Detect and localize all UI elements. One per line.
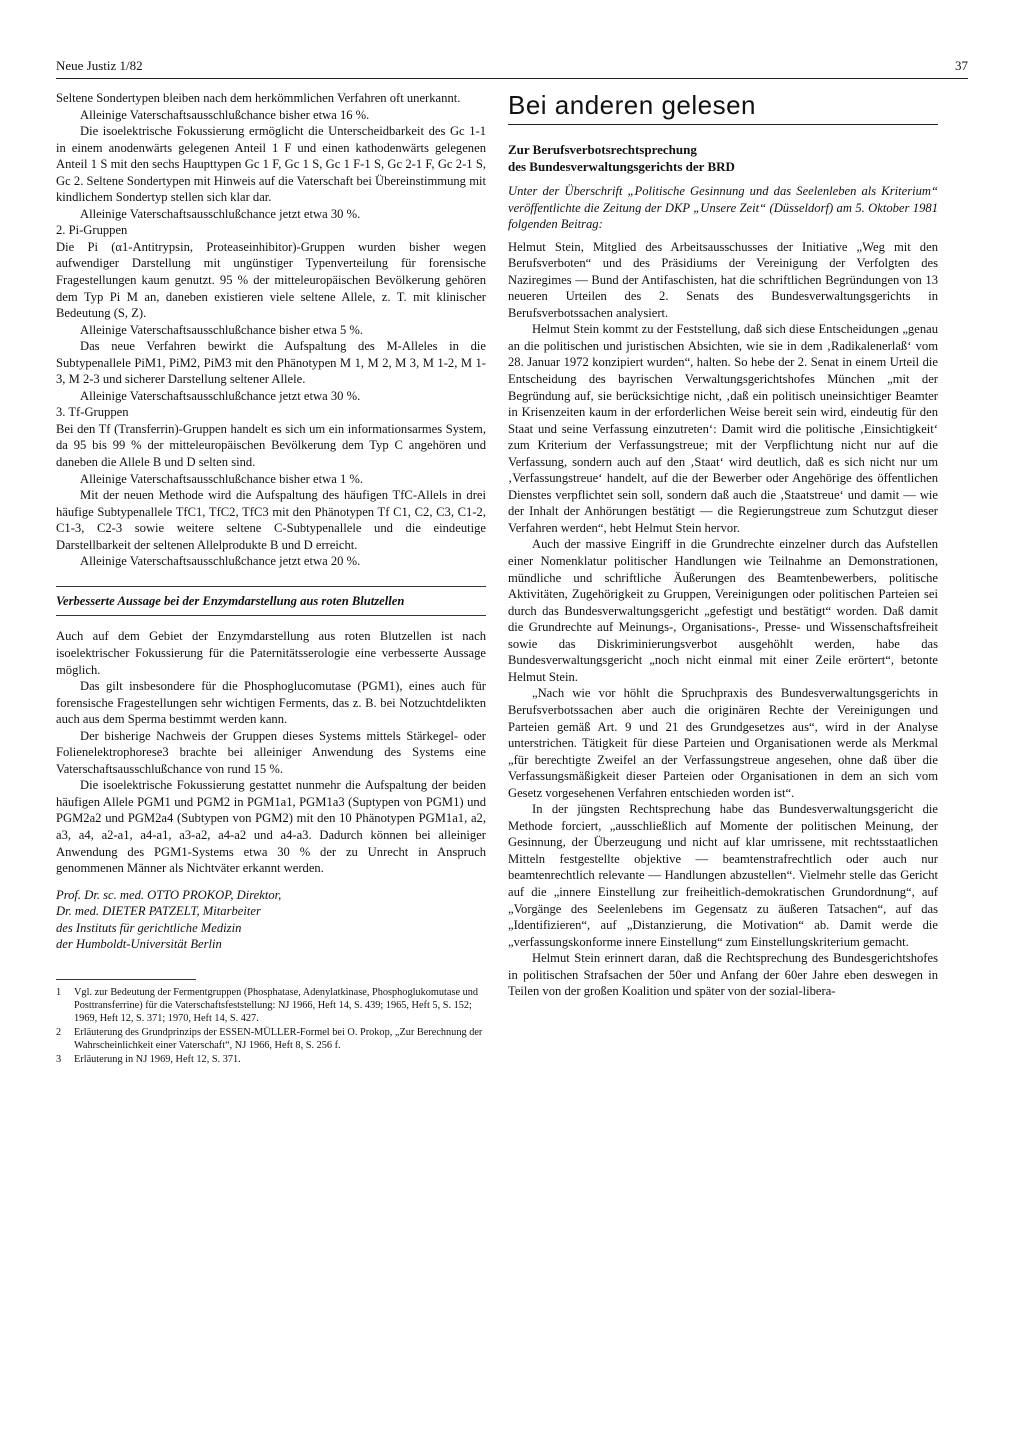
paragraph: Der bisherige Nachweis der Gruppen dieses Systems mittels Stärkegel- oder Folienelektrophorese3 brachte bei alleiniger Anwendung des Systems eine Vaterschaftsausschlußchance von rund 15 %.	[56, 728, 486, 776]
author-line: Dr. med. DIETER PATZELT, Mitarbeiter	[56, 904, 261, 919]
paragraph: „Nach wie vor höhlt die Spruchpraxis des Bundesverwaltungsgerichts in Berufsverbotssachen aber auch die originären Rechte der Vereinigungen und Parteien gemäß Art. 9 und 21 des Grundgesetzes aus“, wird in der Analyse unterstrichen. Tätigkeit für diese Parteien und Organisationen werde als Merkmal „für berechtigte Zweifel an der Verfassungstreue angesehen, ohne daß über die Verfassungsmäßigkeit dieser Parteien oder Organisationen in dem an sich vom Gesetz vorgesehenen Verfahren entschieden worden ist“.	[508, 686, 938, 800]
paragraph: Helmut Stein erinnert daran, daß die Rechtsprechung des Bundesgerichtshofes in politischen Strafsachen der 50er und Anfang der 60er Jahre eben deswegen in Teilen von der großen Koalition und später von der sozial-libera-	[508, 951, 938, 999]
author-line: des Instituts für gerichtliche Medizin	[56, 920, 242, 935]
paragraph: Alleinige Vaterschaftsausschlußchance bisher etwa 16 %.	[80, 107, 370, 122]
footnote-text: Vgl. zur Bedeutung der Fermentgruppen (Phosphatase, Adenylatkinase, Phosphoglukomutase und Posttransferrine) für die Vaterschaftsfeststellung: NJ 1966, Heft 14, S. 439; 1965, Heft 5, S. 152; 1969, Heft 12, S. 371; 1970, Heft 14, S. 427.	[74, 986, 479, 1024]
article-lead: Unter der Überschrift „Politische Gesinnung und das Seelenleben als Kriterium“ veröffentlichte die Zeitung der DKP „Unsere Zeit“ (Düsseldorf) am 5. Oktober 1981 folgenden Beitrag:	[508, 184, 938, 232]
paragraph: Helmut Stein, Mitglied des Arbeitsausschusses der Initiative „Weg mit den Berufsverboten“ und des Präsidiums der Vereinigung der Verfolgten des Naziregimes — Bund der Antifaschisten, hat die schriftlichen Begründungen von 13 neueren Urteilen des 2. Senats des Bundesverwaltungsgerichts in Berufsverbotssachen analysiert.	[508, 239, 938, 320]
paragraph: Mit der neuen Methode wird die Aufspaltung des häufigen TfC-Allels in drei häufige Subtypenallele TfC1, TfC2, TfC3 mit den Phänotypen Tf C1, C2, C3, C1-2, C1-3, C2-3 sowie weitere seltene C-Subtypenallele und die eindeutige Darstellbarkeit der seltenen Allelprodukte B und D erreicht.	[56, 488, 486, 552]
section-heading: 2. Pi-Gruppen	[56, 223, 128, 238]
footnote-text: Erläuterung des Grundprinzips der ESSEN-MÜLLER-Formel bei O. Prokop, „Zur Berechnung der Wahrscheinlichkeit einer Vaterschaft“, NJ 1966, Heft 8, S. 256 f.	[74, 1026, 483, 1051]
footnote-number: 3	[56, 1053, 62, 1065]
footnote-text: Erläuterung in NJ 1969, Heft 12, S. 371.	[74, 1053, 241, 1065]
article-title-line: Zur Berufsverbotsrechtsprechung	[508, 142, 697, 157]
divider	[56, 615, 486, 616]
journal-issue: Neue Justiz 1/82	[56, 58, 143, 73]
paragraph: Auch auf dem Gebiet der Enzymdarstellung aus roten Blutzellen ist nach isoelektrischer Fokussierung für die Paternitätsserologie eine verbesserte Aussage möglich.	[56, 629, 486, 677]
running-header	[56, 56, 968, 79]
paragraph: Alleinige Vaterschaftsausschlußchance bisher etwa 1 %.	[80, 471, 364, 486]
subheading: Verbesserte Aussage bei der Enzymdarstellung aus roten Blutzellen	[56, 593, 405, 608]
page-number: 37	[955, 58, 968, 73]
paragraph: Bei den Tf (Transferrin)-Gruppen handelt es sich um ein informationsarmes System, da 95 bis 99 % der mitteleuropäischen Bevölkerung dem Typ C angehören und daneben die Allele B und D selten sind.	[56, 421, 486, 470]
paragraph: Alleinige Vaterschaftsausschlußchance bisher etwa 5 %.	[80, 322, 364, 337]
paragraph: Das gilt insbesondere für die Phosphoglucomutase (PGM1), eines auch für forensische Fragestellungen sehr wichtigen Ferments, das z. B. bei Notzuchtdelikten auch aus dem Sperma bestimmt werden kann.	[56, 679, 486, 727]
paragraph: Auch der massive Eingriff in die Grundrechte einzelner durch das Aufstellen einer Nomenklatur politischer Handlungen wie Teilnahme an Demonstrationen, mündliche und schriftliche Äußerungen des Beamtenbewerbers, politische Aktivitäten, Zugehörigkeit zu Gruppen, Vereinigungen oder politischen Parteien sei durch das Bundesverwaltungsgericht „gefestigt und bestätigt“ worden. Daß damit die Grundrechte auf Meinungs-, Organisations-, Presse- und Wissenschaftsfreiheit sowie das Diskriminierungsverbot ausgehöhlt werden, habe das Bundesverwaltungsgericht „noch nicht einmal mit einer Zeile erörtert“, betonte Helmut Stein.	[508, 537, 938, 684]
paragraph: Seltene Sondertypen bleiben nach dem herkömmlichen Verfahren oft unerkannt.	[56, 91, 461, 105]
footnote-number: 1	[56, 986, 62, 998]
author-line: der Humboldt-Universität Berlin	[56, 937, 222, 952]
footnote-number: 2	[56, 1026, 62, 1038]
author-line: Prof. Dr. sc. med. OTTO PROKOP, Direktor,	[56, 887, 282, 902]
paragraph: Alleinige Vaterschaftsausschlußchance jetzt etwa 30 %.	[80, 388, 361, 403]
footnote	[56, 986, 486, 1025]
paragraph: Das neue Verfahren bewirkt die Aufspaltung des M-Alleles in die Subtypenallele PiM1, PiM2, PiM3 mit den Phänotypen M 1, M 2, M 3, M 1-2, M 1-3, M 2-3 und sicherer Darstellung seltener Allele.	[56, 339, 486, 387]
footnote	[56, 1026, 486, 1052]
left-column	[56, 90, 486, 1067]
article-title	[508, 141, 938, 175]
rubric-title: Bei anderen gelesen	[508, 90, 757, 120]
paragraph: Helmut Stein kommt zu der Feststellung, daß sich diese Entscheidungen „genau an die politischen und juristischen Absichten, wie sie in dem ‚Radikalenerlaß‘ vom 28. Januar 1972 konzipiert wurden“, halten. So hebe der 2. Senat in einem Urteil die Entscheidung des bayrischen Verwaltungsgerichtshofes München „mit der Begründung auf, sie berücksichtige nicht, ‚daß ein politisch uneinsichtiger Beamter in Krisenzeiten kaum in der erforderlichen Weise bereit sein wird, eindeutig für den Staat und seine Verfassung einzutreten‘: Damit wird die politische ‚Einsichtigkeit‘ zum Kriterium der Verfassungstreue; mit der Verpflichtung nicht nur auf die Verfassung, sondern auch auf den ‚Staat‘ wird deutlich, daß es sich nicht nur um ‚Verfassungstreue‘ handelt, auf die der Bewerber oder Angehörige des öffentlichen Dienstes verpflichtet sein soll, sondern daß auch die ‚Staatstreue‘ und damit — wie der Inhalt der Anhörungen bestätigt — die Regierungstreue zum Schutzgut dieser Verfahren werden“, hebt Helmut Stein hervor.	[508, 322, 938, 535]
right-column	[508, 90, 938, 1000]
article-title-line: des Bundesverwaltungsgerichts der BRD	[508, 159, 735, 174]
footnote	[56, 1053, 486, 1066]
paragraph: Alleinige Vaterschaftsausschlußchance jetzt etwa 30 %.	[80, 206, 361, 221]
paragraph: Alleinige Vaterschaftsausschlußchance jetzt etwa 20 %.	[80, 554, 361, 569]
paragraph: In der jüngsten Rechtsprechung habe das Bundesverwaltungsgericht die Methode forciert, „ausschließlich auf Momente der politischen Meinung, der Gesinnung, der Überzeugung und nicht auf klar umrissene, mit rechtsstaatlichen Mitteln festgestellte objektive — beamtenstrafrechtlich oder auch nur beamtenrechtlich relevante — Handlungen abzustellen“. Vielmehr stelle das Gericht auf die „innere Einstellung zur freiheitlich-demokratischen Grundordnung“, auf „Vorgänge des Seelenlebens im Gegensatz zu äußeren Tatsachen“, auf das „Identifizieren“, auf „Distanzierung, die Motivation“ ab. Damit werde die „verfassungskonforme innere Einstellung“ zum Einstellungskriterium gemacht.	[508, 802, 938, 949]
paragraph: Die isoelektrische Fokussierung ermöglicht die Unterscheidbarkeit des Gc 1-1 in einem anodenwärts gelegenen Anteil 1 F und einen kathodenwärts gelegenen Anteil 1 S mit den sechs Haupttypen Gc 1 F, Gc 1 S, Gc 1 F-1 S, Gc 2-1 F, Gc 2-1 S, Gc 2. Seltene Sondertypen mit Hinweis auf die Vaterschaft bei Übereinstimmung mit kindlichem Sondertyp stellen sich klar dar.	[56, 124, 486, 205]
section-heading: 3. Tf-Gruppen	[56, 405, 129, 420]
paragraph: Die Pi (α1-Antitrypsin, Proteaseinhibitor)-Gruppen wurden bisher wegen aufwendiger Darstellung mit ungünstiger Typenverteilung für forensische Fragestellungen kaum genutzt. 95 % der mitteleuropäischen Bevölkerung gehören dem Typ Pi M an, daneben existieren viele seltene Allele, z. T. mit klinischer Bedeutung (S, Z).	[56, 239, 486, 321]
paragraph: Die isoelektrische Fokussierung gestattet nunmehr die Aufspaltung der beiden häufigen Allele PGM1 und PGM2 in PGM1a1, PGM1a3 (Suptypen von PGM1) und PGM2a2 und PGM2a4 (Subtypen von PGM2) mit den 10 Phänotypen PGM1a1, a2, a3, a4, a2-a1, a4-a1, a3-a2, a4-a2 und a4-a3. Dadurch können bei alleiniger Anwendung des PGM1-Systems etwa 30 % der zu Unrecht in Anspruch genommenen Männer als Nichtväter erkannt werden.	[56, 778, 486, 876]
divider	[508, 124, 938, 125]
author-block	[56, 887, 486, 953]
footnote-rule	[56, 979, 196, 980]
divider	[56, 586, 486, 587]
